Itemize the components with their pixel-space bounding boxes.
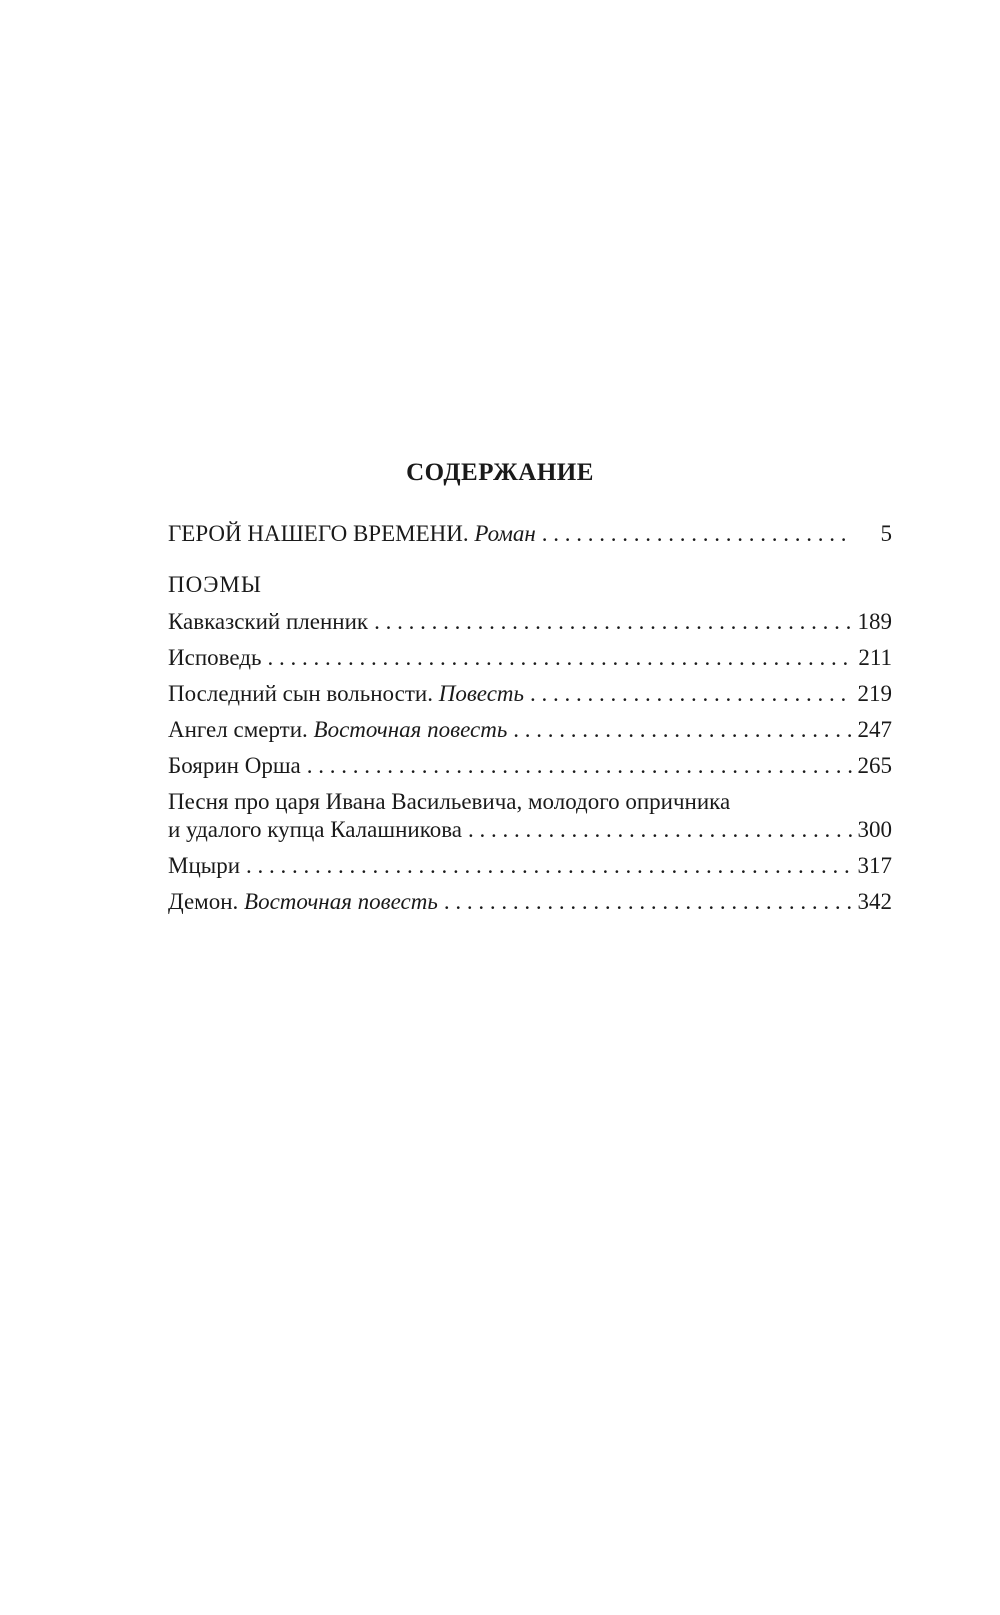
entry-title: Исповедь — [168, 645, 262, 670]
entry-title-text: ГЕРОЙ НАШЕГО ВРЕМЕНИ. — [168, 521, 469, 546]
entry-page-number: 317 — [857, 853, 892, 878]
entry-title: Мцыри — [168, 853, 241, 878]
toc-entry[interactable] — [168, 815, 892, 845]
entry-page-number: 247 — [857, 717, 892, 742]
entry-title: Кавказский пленник — [168, 609, 369, 634]
entry-title: и удалого купца Калашникова — [168, 817, 462, 842]
entry-title — [168, 887, 438, 917]
entry-title-text: Последний сын вольности. — [168, 681, 433, 706]
entry-page-number: 211 — [858, 645, 892, 670]
toc-entry[interactable] — [168, 607, 892, 637]
entry-subtitle: Восточная повесть — [244, 889, 438, 914]
toc-heading: СОДЕРЖАНИЕ — [406, 459, 594, 486]
dot-leader — [267, 643, 852, 673]
entry-title-line1[interactable]: Песня про царя Ивана Васильевича, молодого опричника — [168, 789, 731, 814]
entry-page-number: 219 — [857, 681, 892, 706]
dot-leader — [374, 607, 851, 637]
entry-subtitle: Восточная повесть — [313, 717, 508, 742]
entry-title — [168, 519, 536, 549]
entry-page-number: 342 — [857, 889, 892, 914]
dot-leader — [246, 851, 851, 881]
entry-page-number: 189 — [857, 609, 892, 634]
toc-entry-hero[interactable] — [168, 519, 892, 549]
toc-entry[interactable] — [168, 887, 892, 917]
dot-leader — [542, 519, 853, 549]
entry-title — [168, 715, 507, 745]
toc-entry[interactable] — [168, 679, 892, 709]
entry-subtitle: Повесть — [438, 681, 524, 706]
entry-page-number: 265 — [857, 753, 892, 778]
entry-title-text: Ангел смерти. — [168, 717, 308, 742]
toc-entry[interactable] — [168, 643, 892, 673]
dot-leader — [530, 679, 852, 709]
entry-page-number: 5 — [880, 521, 892, 546]
section-label-poems: ПОЭМЫ — [168, 572, 262, 597]
dot-leader — [468, 815, 852, 845]
dot-leader — [444, 887, 852, 917]
entry-title — [168, 679, 524, 709]
entry-title-text: Демон. — [168, 889, 239, 914]
entry-page-number: 300 — [857, 817, 892, 842]
toc-entry[interactable] — [168, 715, 892, 745]
dot-leader — [513, 715, 851, 745]
toc-entry[interactable] — [168, 851, 892, 881]
toc-entry[interactable] — [168, 751, 892, 781]
dot-leader — [307, 751, 852, 781]
entry-subtitle: Роман — [474, 521, 536, 546]
entry-title: Боярин Орша — [168, 753, 301, 778]
